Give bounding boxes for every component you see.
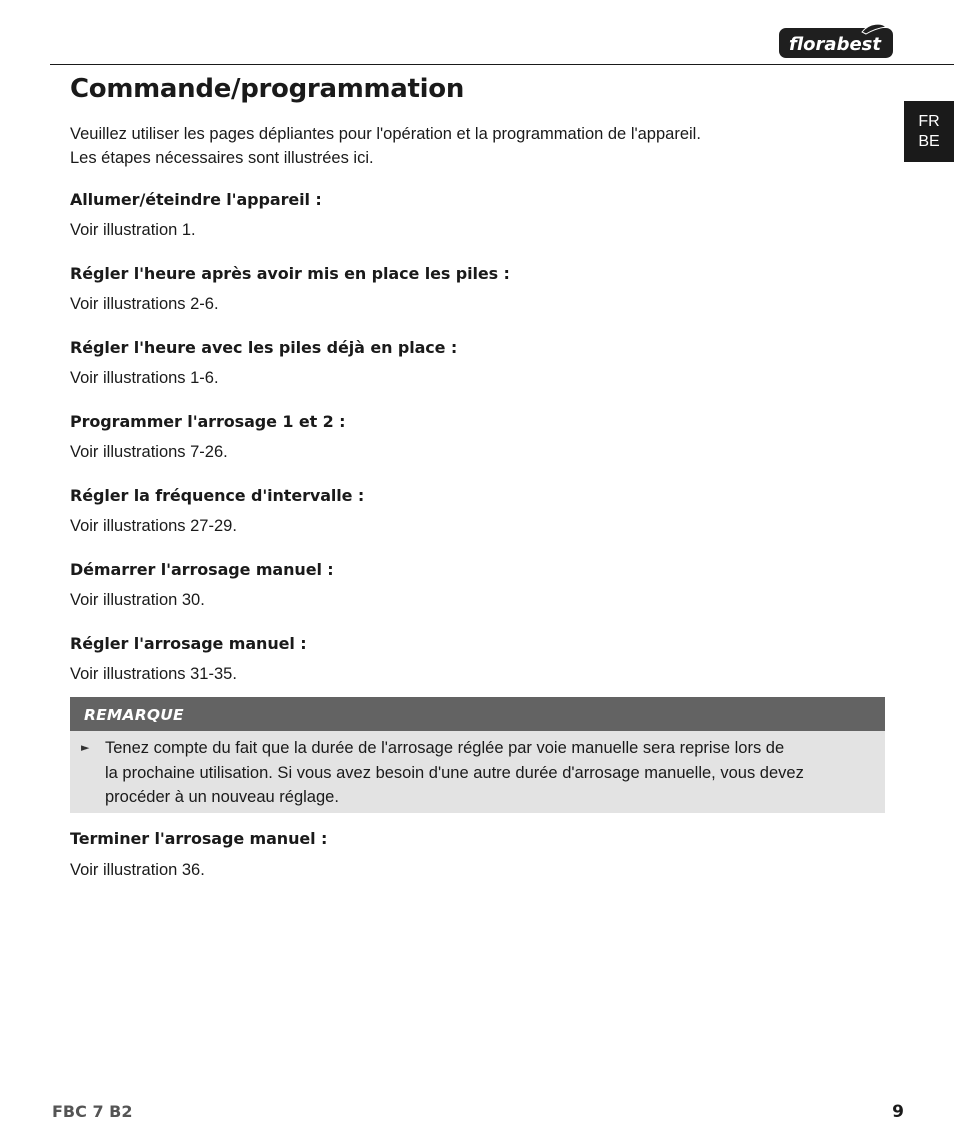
note-line-2: la prochaine utilisation. Si vous avez besoin d'une autre durée d'arrosage manuelle, vous devez [105, 763, 804, 782]
intro-line-1: Veuillez utiliser les pages dépliantes pour l'opération et la programmation de l'appareil. [70, 125, 701, 143]
section-body: Voir illustrations 31-35. [70, 665, 237, 683]
section-body: Voir illustration 36. [70, 861, 205, 879]
section-heading: Allumer/éteindre l'appareil : [70, 190, 322, 209]
note-line-1: Tenez compte du fait que la durée de l'arrosage réglée par voie manuelle sera reprise lors de [105, 739, 785, 757]
lang-code-fr: FR [918, 113, 940, 130]
note-label: REMARQUE [70, 697, 885, 731]
note-line-3: procéder à un nouveau réglage. [105, 788, 339, 806]
section-body: Voir illustrations 2-6. [70, 295, 219, 313]
florabest-logo [778, 24, 894, 59]
language-tab [904, 101, 954, 162]
intro-line-2: Les étapes nécessaires sont illustrées ici. [70, 149, 374, 167]
section-heading: Régler la fréquence d'intervalle : [70, 486, 365, 505]
note-text [105, 736, 865, 810]
intro-paragraph [70, 122, 870, 170]
section-body: Voir illustrations 7-26. [70, 443, 228, 461]
section-heading: Régler l'heure après avoir mis en place les piles : [70, 264, 510, 283]
section-heading: Programmer l'arrosage 1 et 2 : [70, 412, 346, 431]
footer-model: FBC 7 B2 [52, 1102, 133, 1121]
section-heading: Régler l'arrosage manuel : [70, 634, 307, 653]
section-heading: Régler l'heure avec les piles déjà en place : [70, 338, 458, 357]
page-title: Commande/programmation [70, 74, 465, 104]
section-heading: Démarrer l'arrosage manuel : [70, 560, 334, 579]
section-body: Voir illustration 30. [70, 591, 205, 609]
lang-code-be: BE [918, 133, 940, 150]
section-body: Voir illustration 1. [70, 221, 196, 239]
note-box [70, 697, 885, 813]
section-body: Voir illustrations 1-6. [70, 369, 219, 387]
logo-text: florabest [789, 34, 881, 55]
page-number: 9 [892, 1102, 904, 1122]
section-body: Voir illustrations 27-29. [70, 517, 237, 535]
arrow-right-icon: ► [81, 741, 90, 754]
header-rule [50, 64, 954, 65]
section-heading: Terminer l'arrosage manuel : [70, 829, 328, 848]
